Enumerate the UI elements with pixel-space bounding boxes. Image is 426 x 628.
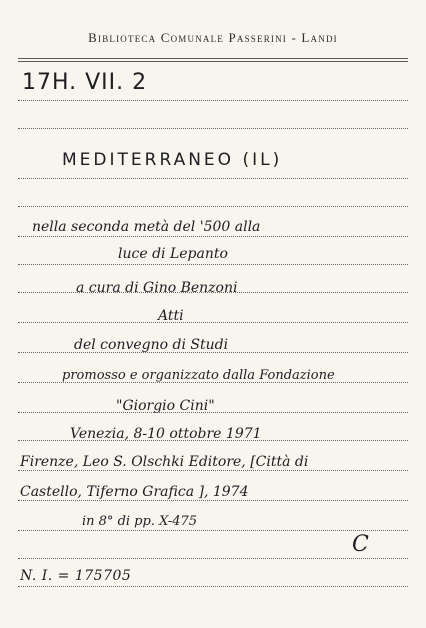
ruled-line xyxy=(18,500,408,501)
ruled-line xyxy=(18,292,408,293)
ruled-line xyxy=(18,412,408,413)
conference-line: del convegno di Studi xyxy=(74,337,229,353)
foundation-line: "Giorgio Cini" xyxy=(116,398,215,414)
publisher-line: Firenze, Leo S. Olschki Editore, [Città di xyxy=(20,454,309,470)
editor-line: a cura di Gino Benzoni xyxy=(76,280,238,296)
ruled-line xyxy=(18,558,408,559)
book-title: MEDITERRANEO (IL) xyxy=(62,150,283,170)
library-header: Biblioteca Comunale Passerini - Landi xyxy=(88,30,338,45)
inventory-number: N. I. = 175705 xyxy=(20,568,132,584)
call-number: 17H. VII. 2 xyxy=(22,70,148,95)
ruled-line xyxy=(18,178,408,179)
ruled-line xyxy=(18,586,408,587)
ruled-line xyxy=(18,352,408,353)
ruled-line xyxy=(18,100,408,101)
ruled-line xyxy=(18,440,408,441)
ruled-line xyxy=(18,236,408,237)
subtitle-line: nella seconda metà del '500 alla xyxy=(32,219,261,235)
subtitle-line: luce di Lepanto xyxy=(118,246,228,262)
ruled-line xyxy=(18,382,408,383)
printer-line: Castello, Tiferno Grafica ], 1974 xyxy=(20,484,249,500)
header-rule-bottom xyxy=(18,61,408,62)
ruled-line xyxy=(18,128,408,129)
catalog-mark: C xyxy=(352,532,369,557)
atti-line: Atti xyxy=(158,308,184,324)
organizer-line: promosso e organizzato dalla Fondazione xyxy=(62,368,335,383)
place-date-line: Venezia, 8-10 ottobre 1971 xyxy=(70,426,262,442)
ruled-line xyxy=(18,264,408,265)
ruled-line xyxy=(18,206,408,207)
format-line: in 8° di pp. X-475 xyxy=(82,514,198,529)
ruled-line xyxy=(18,322,408,323)
header-rule-top xyxy=(18,58,408,59)
ruled-line xyxy=(18,470,408,471)
ruled-line xyxy=(18,530,408,531)
